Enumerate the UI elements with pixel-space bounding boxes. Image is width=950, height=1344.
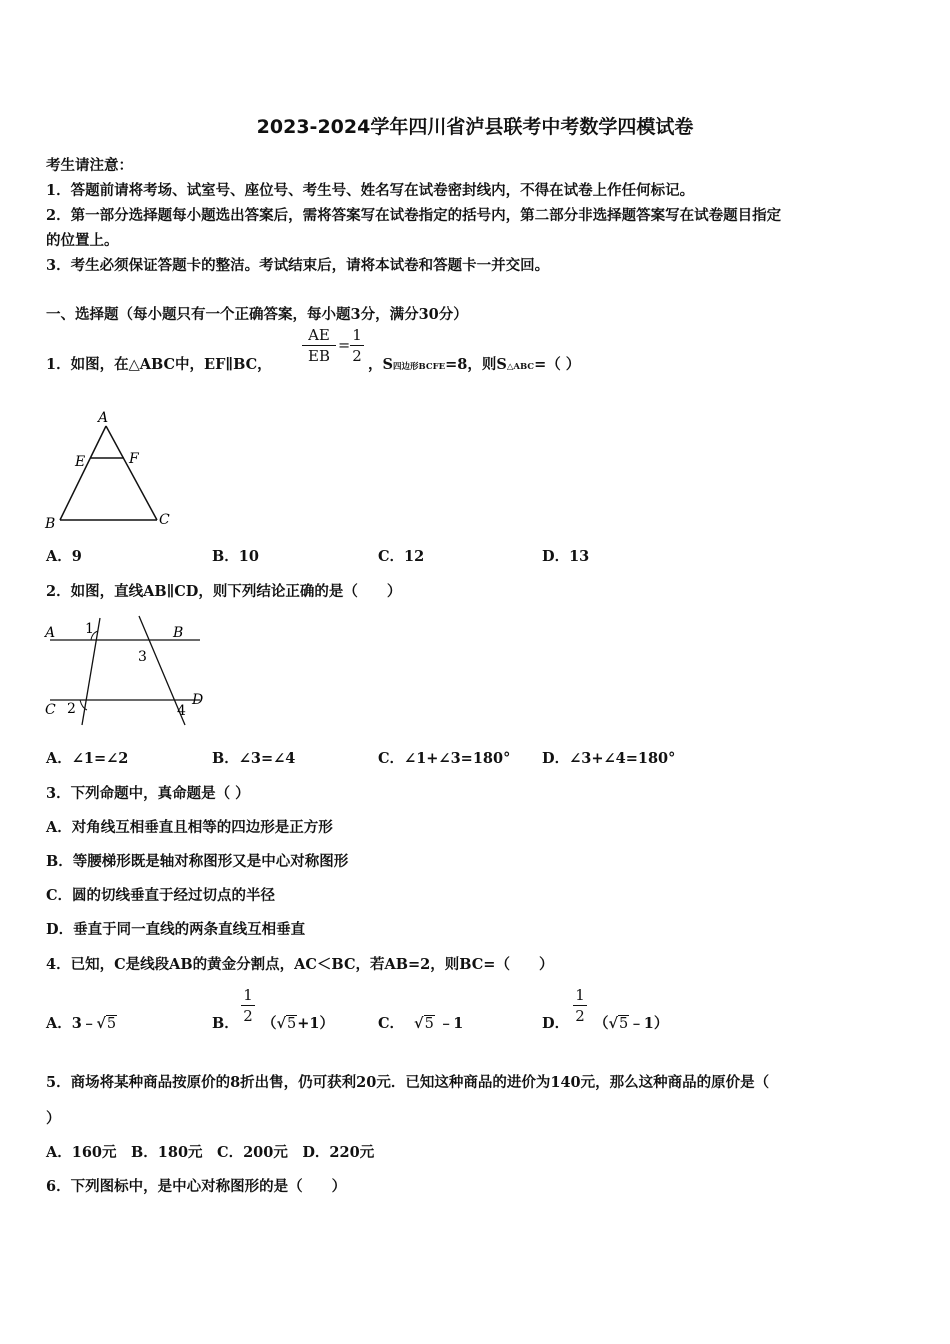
q4-option-c[interactable]	[378, 1012, 463, 1033]
q4-d-den: 2	[575, 1007, 585, 1025]
q4-a-rad: 5	[106, 1016, 117, 1032]
q1-frac2-num: 1	[350, 326, 364, 346]
q2-option-d[interactable]: D．∠3+∠4=180°	[542, 750, 676, 767]
q1-label-a: A	[98, 410, 109, 426]
q2-option-b[interactable]: B．∠3=∠4	[212, 750, 296, 767]
q4-d-label: D．	[542, 1015, 570, 1032]
q4-d-rad: 5	[619, 1016, 629, 1032]
q1-s-end: =（ ）	[534, 356, 581, 373]
q1-option-a[interactable]: A．9	[46, 548, 82, 565]
q4-c-sqrt: √5	[414, 1015, 434, 1032]
q4-a-label: A．3﹣	[46, 1015, 97, 1032]
q2-option-a[interactable]: A．∠1=∠2	[46, 750, 129, 767]
q1-side-ac	[106, 426, 157, 520]
q4-d-fraction	[573, 986, 587, 1025]
q4-b-label: B．	[212, 1015, 239, 1032]
q1-frac1-den: EB	[308, 347, 330, 365]
q4-c-rad: 5	[424, 1016, 434, 1032]
q4-option-d[interactable]	[542, 1012, 569, 1033]
q4-a-sqrt: √5	[96, 1015, 117, 1032]
q2-label-a: A	[45, 625, 56, 641]
q1-label-e: E	[75, 454, 86, 470]
q1-prefix: 1．如图，在△ABC中，EF∥BC，	[46, 356, 272, 373]
notice-heading: 考生请注意：	[46, 157, 133, 174]
q4-b-den: 2	[243, 1007, 253, 1025]
q1-option-b[interactable]: B．10	[212, 548, 259, 565]
q3-option-c[interactable]: C．圆的切线垂直于经过切点的半径	[46, 887, 276, 904]
q1-triangle-figure	[40, 405, 180, 535]
q3-option-a[interactable]: A．对角线互相垂直且相等的四边形是正方形	[46, 819, 333, 836]
q4-d-sqrt: √5	[608, 1015, 629, 1032]
q3-option-b[interactable]: B．等腰梯形既是轴对称图形又是中心对称图形	[46, 853, 349, 870]
q4-option-a[interactable]	[46, 1012, 117, 1033]
q5-text-line2: ）	[46, 1110, 61, 1127]
q4-d-num: 1	[573, 986, 587, 1006]
q1-option-d[interactable]: D．13	[542, 548, 590, 565]
q4-b-fraction	[241, 986, 255, 1025]
q1-s-sub2: △ABC	[506, 362, 535, 372]
notice-item-2: 2．第一部分选择题每小题选出答案后，需将答案写在试卷指定的括号内，第二部分非选择题答案写在试卷题目指定	[46, 207, 782, 224]
notice-item-3: 3．考生必须保证答题卡的整洁。考试结束后，请将本试卷和答题卡一并交回。	[46, 257, 550, 274]
q4-option-b[interactable]	[212, 1012, 239, 1033]
q2-angle-1: 1	[85, 621, 94, 637]
q6-text: 6．下列图标中，是中心对称图形的是（ ）	[46, 1178, 347, 1195]
q1-fraction-ae-eb	[302, 326, 336, 365]
q1-area-text	[368, 353, 580, 374]
page-title: 2023-2024学年四川省泸县联考中考数学四模试卷	[256, 116, 694, 138]
q3-option-d[interactable]: D．垂直于同一直线的两条直线互相垂直	[46, 921, 306, 938]
q2-angle-4: 4	[177, 703, 186, 719]
q4-c-label: C．	[378, 1015, 405, 1032]
q1-s: ，S	[368, 356, 393, 373]
q4-c-post: ﹣1	[438, 1015, 464, 1032]
q1-label-f: F	[129, 451, 139, 467]
q1-side-ab	[60, 426, 106, 520]
notice-item-2-cont: 的位置上。	[46, 232, 119, 249]
q4-b-pre: （	[262, 1015, 277, 1032]
q5-options[interactable]: A．160元 B．180元 C．200元 D．220元	[46, 1144, 375, 1161]
section-heading: 一、选择题（每小题只有一个正确答案，每小题3分，满分30分）	[46, 306, 468, 323]
q1-s-sub: 四边形BCFE	[392, 362, 446, 372]
q4-b-sqrt: √5	[276, 1015, 297, 1032]
notice-item-1: 1．答题前请将考场、试室号、座位号、考生号、姓名写在试卷密封线内，不得在试卷上作任何标记。	[46, 182, 695, 199]
q2-option-c[interactable]: C．∠1+∠3=180°	[378, 750, 511, 767]
q4-text: 4．已知，C是线段AB的黄金分割点，AC＜BC，若AB=2，则BC=（ ）	[46, 956, 554, 973]
q1-label-b: B	[45, 516, 56, 532]
q1-frac1-num: AE	[302, 326, 336, 346]
q2-label-b: B	[173, 625, 184, 641]
q4-d-post: ﹣1）	[629, 1015, 669, 1032]
q4-b-expr	[262, 1012, 334, 1033]
q3-text: 3．下列命题中，真命题是（ ）	[46, 785, 250, 802]
q1-label-c: C	[159, 512, 170, 528]
q1-equals: =	[338, 338, 351, 354]
q4-d-pre: （	[594, 1015, 609, 1032]
q4-b-rad: 5	[287, 1016, 297, 1032]
q2-angle-3: 3	[138, 649, 147, 665]
q2-angle-2: 2	[67, 701, 76, 717]
q1-option-c[interactable]: C．12	[378, 548, 425, 565]
q2-label-d: D	[192, 692, 204, 708]
q2-label-c: C	[45, 702, 56, 718]
q2-parallel-lines-figure	[42, 613, 212, 733]
q1-fraction-half	[350, 326, 364, 365]
q5-text-line1: 5．商场将某种商品按原价的8折出售，仍可获利20元．已知这种商品的进价为140元，那么这种商品的原价是（	[46, 1074, 770, 1091]
q4-d-expr	[594, 1012, 668, 1033]
q1-s-val: =8，则S	[445, 356, 507, 373]
q4-b-num: 1	[241, 986, 255, 1006]
q2-text: 2．如图，直线AB∥CD，则下列结论正确的是（ ）	[46, 583, 402, 600]
q4-b-post: +1）	[297, 1015, 335, 1032]
q1-frac2-den: 2	[352, 347, 362, 365]
